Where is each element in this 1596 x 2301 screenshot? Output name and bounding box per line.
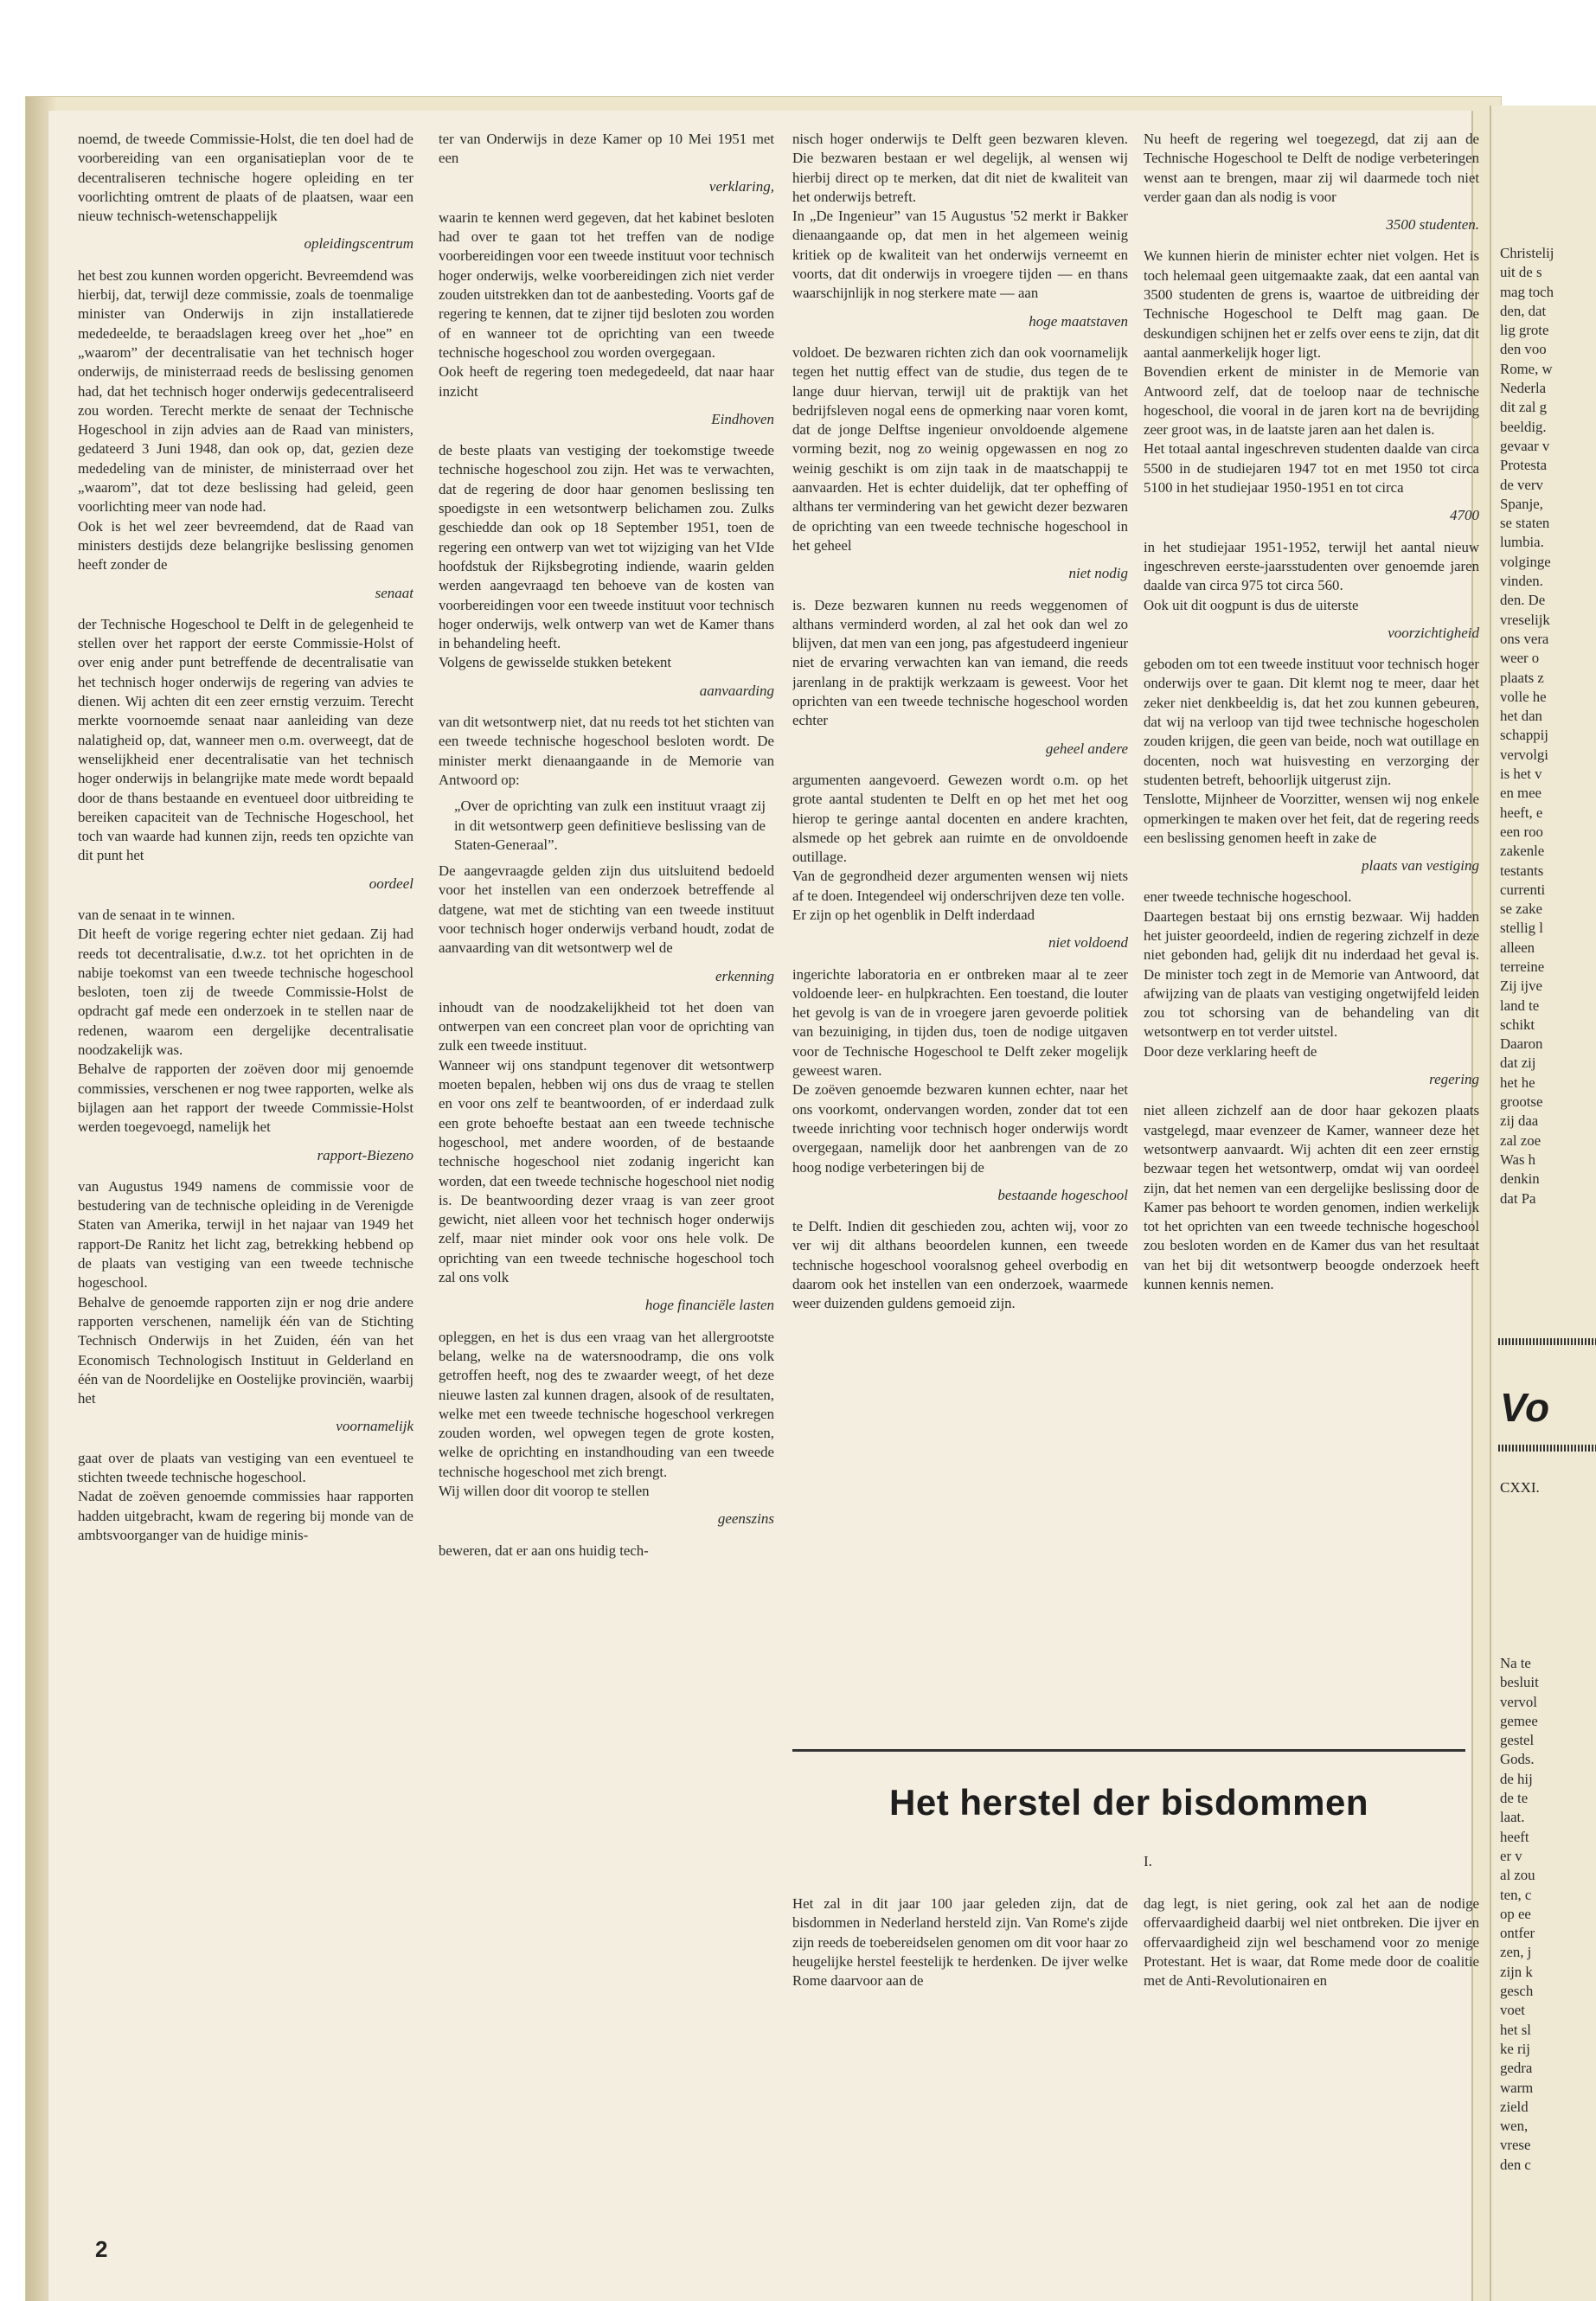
- next-page-line: alleen: [1500, 939, 1535, 956]
- next-page-line: se staten: [1500, 515, 1550, 532]
- paragraph: is. Deze bezwaren kunnen nu reeds weggenomen of althans verminderd worden, al zal het ook dan wel zo blijven, dat men van een jong, pas afgestudeerd ingenieur niet de ervaring verwachten kan van iemand, die reeds jarenlang in de praktijk werkzaam is geweest. Voor het oprichten van een tweede technische hogeschool worden echter: [792, 596, 1128, 729]
- column-subheading: geenszins: [717, 1510, 774, 1528]
- next-page-line: beeldig.: [1500, 418, 1547, 435]
- column-subheading: hoge financiële lasten: [644, 1297, 774, 1314]
- quote-paragraph: „Over de oprichting van zulk een instituut vraagt zij in dit wetsontwerp geen definitieve beslissing van de Staten-Generaal”.: [454, 798, 766, 853]
- paragraph: te Delft. Indien dit geschieden zou, achten wij, voor zo ver wij dit althans beoordelen kunnen, een tweede technische hogeschool vooralsnog geheel overbodig en daarom ook het instellen van een onderzoek, waarmede weer duizenden guldens gemoeid zijn.: [792, 1218, 1128, 1312]
- next-page-line: zield: [1500, 2098, 1529, 2115]
- next-page-line: currenti: [1500, 881, 1546, 898]
- next-page-line: er v: [1500, 1847, 1522, 1864]
- paragraph: opleggen, en het is dus een vraag van het allergrootste belang, welke na de watersnoodramp, die ons volk getroffen heeft, nog des te zwaarder weegt, of het deze nieuwe lasten zal kunnen dragen, alsook of de resultaten, welke met een tweede technische hogeschool verkregen zouden worden, wel opwegen tegen de grote kosten, welke de oprichting en instandhouding van een tweede technische hogeschool met zich brengt.: [439, 1328, 774, 1480]
- article-column-1: [792, 1894, 1128, 2258]
- next-page-line: Spanje,: [1500, 495, 1543, 512]
- next-page-line: zijn k: [1500, 1963, 1533, 1980]
- next-page-text-bottom: [1500, 1654, 1596, 2259]
- next-page-line: Christelij: [1500, 245, 1554, 261]
- text-column-1: [78, 130, 413, 2154]
- next-page-line: vinden.: [1500, 573, 1543, 590]
- paragraph: Het totaal aantal ingeschreven studenten daalde van circa 5500 in de studiejaren 1947 tot en met 1950 tot circa 5100 in het studiejaar 1950-1951 en tot circa: [1144, 440, 1479, 497]
- paragraph: van Augustus 1949 namens de commissie voor de bestudering van de technische opleiding in de Verenigde Staten van Amerika, terwijl in het najaar van 1949 het rapport-De Ranitz het licht zag, betrekking hebbend op de plaats van vestiging van een tweede technische hogeschool.: [78, 1177, 413, 1292]
- paragraph: Wij willen door dit voorop te stellen: [439, 1483, 650, 1499]
- column-subheading: 4700: [1450, 507, 1479, 524]
- column-subheading: oordeel: [369, 875, 413, 892]
- next-page-line: op ee: [1500, 1905, 1531, 1922]
- next-page-line: terreine: [1500, 958, 1545, 975]
- paragraph: Volgens de gewisselde stukken betekent: [439, 654, 672, 671]
- next-page-line: heeft, e: [1500, 804, 1543, 821]
- column-subheading: voorzichtigheid: [1388, 624, 1479, 641]
- next-page-line: besluit: [1500, 1674, 1539, 1691]
- paragraph: van de senaat in te winnen.: [78, 906, 235, 923]
- column-subheading: plaats van vestiging: [1362, 857, 1479, 875]
- paragraph: Ook uit dit oogpunt is dus de uiterste: [1144, 596, 1359, 613]
- next-page-line: gestel: [1500, 1732, 1535, 1749]
- next-page-line: dat Pa: [1500, 1189, 1536, 1207]
- next-page-line: is het v: [1500, 766, 1542, 783]
- paragraph: der Technische Hogeschool te Delft in de gelegenheid te stellen over het rapport der eerste Commissie-Holst of over enig ander punt betreffende de decentralisatie van het technisch hoger onderwijs de regering van advies te dienen. Wij achten dit een zeer ernstig verzuim. Terecht merkte voornoemde senaat naar aanleiding van deze nalatigheid op, dat, wanneer men o.m. overweegt, dat de wenselijkheid ener decentralisatie van het technisch hoger onderwijs in belangrijke mate mede wordt bepaald door de thans bestaande en eventueel door uitbreiding te bereiken capaciteit van de Technische Hogeschool, het toch van waarde had kunnen zijn, reeds ten opzichte van dit punt het: [78, 615, 413, 864]
- column-subheading: geheel andere: [1045, 740, 1128, 757]
- paragraph: ter van Onderwijs in deze Kamer op 10 Mei 1951 met een: [439, 131, 774, 167]
- paragraph: Ook heeft de regering toen medegedeeld, dat naar haar inzicht: [439, 363, 774, 400]
- next-page-line: al zou: [1500, 1867, 1535, 1884]
- column-subheading: rapport-Biezeno: [317, 1146, 413, 1163]
- next-page-line: testants: [1500, 862, 1544, 879]
- next-page-line: het sl: [1500, 2021, 1531, 2038]
- next-page-line: zij daa: [1500, 1112, 1539, 1130]
- next-page-line: ontfer: [1500, 1925, 1535, 1942]
- paragraph: Van de gegrondheid dezer argumenten wensen wij niets af te doen. Integendeel wij onderschrijven deze ten volle.: [792, 868, 1128, 904]
- paragraph: ener tweede technische hogeschool.: [1144, 888, 1352, 906]
- column-subheading: bestaande hogeschool: [997, 1186, 1128, 1203]
- paragraph: in het studiejaar 1951-1952, terwijl het aantal nieuw ingeschreven eerste-jaarsstudenten over genoemde jaren daalde van circa 975 tot circa 560.: [1144, 538, 1479, 594]
- next-page-line: voet: [1500, 2002, 1525, 2019]
- article-column-2: [1144, 1894, 1479, 2258]
- paragraph: de beste plaats van vestiging der toekomstige tweede technische hogeschool zou zijn. Het was te verwachten, dat de regering de door haar genomen beslissing ten spoedigste in een wetsontwerp belichamen zou. Zulks geschiedde dan ook op 18 September 1951, toen de regering een ontwerp van wet tot wijziging van het VIde hoofdstuk der Rijksbegroting indiende, waarin gelden werden aangevraagd ten behoeve van de kosten van voorbereidingen voor een tweede instituut voor technisch hoger onderwijs, welk ontwerp van wet de Kamer thans in behandeling heeft.: [439, 442, 774, 652]
- next-page-line: ten, c: [1500, 1886, 1532, 1903]
- paragraph: We kunnen hierin de minister echter niet volgen. Het is toch helemaal geen uitgemaakte zaak, dat een aantal van 3500 studenten de grens is, waartoe de uitbreiding der Technische Hogeschool te Delft mag gaan. De deskundigen schijnen het er zelfs over eens te zijn, dat dit aantal aanmerkelijk hoger ligt.: [1144, 247, 1479, 361]
- next-page-line: mag toch: [1500, 283, 1554, 300]
- paragraph: Door deze verklaring heeft de: [1144, 1042, 1317, 1060]
- article-headline: Het herstel der bisdommen: [889, 1782, 1368, 1823]
- next-page-line: gesch: [1500, 1983, 1534, 2000]
- next-page-line: denkin: [1500, 1170, 1540, 1188]
- next-page-line: schappij: [1500, 727, 1548, 744]
- column-subheading: niet nodig: [1068, 565, 1128, 582]
- next-page-line: den voo: [1500, 341, 1547, 358]
- article-paragraph: dag legt, is niet gering, ook zal het aan de nodige offervaardigheid daarbij wel niet ontbreken. Die ijver en offervaardigheid zijn wel beschamend voor zo menige Protestant. Het is waar, dat Rome mede door de coalitie met de Anti-Revolutionairen en: [1144, 1895, 1479, 1990]
- column-subheading: verklaring,: [708, 177, 774, 195]
- column-subheading: aanvaarding: [699, 682, 774, 699]
- paragraph: niet alleen zichzelf aan de door haar gekozen plaats vastgelegd, maar evenzeer de Kamer, wanneer deze het wetsontwerp aanvaardt. Wij achten dit een zeer ernstig bezwaar tegen het wetsontwerp, omdat wij van oordeel zijn, dat het nemen van een dergelijke beslissing door de Kamer pas behoort te worden genomen, indien werkelijk tot het oprichten van een tweede technische hogeschool zou besloten worden en de Kamer dus van het resultaat van het bij dit wetsontwerp beoogde onderzoek heeft kunnen kennis nemen.: [1144, 1102, 1479, 1293]
- paragraph: Ook is het wel zeer bevreemdend, dat de Raad van ministers destijds deze belangrijke beslissing genomen heeft zonder de: [78, 517, 413, 574]
- next-page-line: vervol: [1500, 1693, 1537, 1710]
- next-page-line: plaats z: [1500, 669, 1544, 686]
- paragraph: waarin te kennen werd gegeven, dat het kabinet besloten had over te gaan tot het treffen van de nodige voorbereidingen voor een tweede instituut voor technisch hoger onderwijs, welke voorbereidingen zich niet verder zouden uitstrekken dan tot de aanbesteding. Voorts gaf de regering te kennen, dat te zijner tijd besloten zou worden of en wanneer tot de oprichting van een tweede technische hogeschool zou worden overgegaan.: [439, 208, 774, 361]
- next-page-line: warm: [1500, 2079, 1534, 2096]
- article-part-number: I.: [1144, 1853, 1152, 1869]
- page-number: 2: [95, 2236, 108, 2262]
- paragraph: gaat over de plaats van vestiging van een eventueel te stichten tweede technische hogeschool.: [78, 1449, 413, 1485]
- next-page-line: wen,: [1500, 2118, 1529, 2135]
- column-subheading: niet voldoend: [1048, 934, 1128, 952]
- column-subheading: erkenning: [715, 967, 774, 984]
- paragraph: het best zou kunnen worden opgericht. Bevreemdend was hierbij, dat, terwijl deze commissie, zoals de toenmalige minister van Onderwijs in zijn installatierede mededeelde, te beraadslagen kreeg over het „hoe” en „waarom” der decentralisatie van het technisch hoger onderwijs, de ministerraad reeds de beslissing genomen had, dat het technisch hoger onderwijs gedecentraliseerd zou worden. Terecht merkte de senaat der Technische Hogeschool in zijn advies aan de Raad van ministers, gedateerd 3 Juni 1948, dan ook op, dat, gezien deze mededeling van de minister, de ministerraad over het „waarom”, dat tot deze beslissing had geleid, geen voorlichting meer van node had.: [78, 266, 413, 516]
- paragraph: van dit wetsontwerp niet, dat nu reeds tot het stichten van een tweede technische hogeschool besloten wordt. De minister merkt dienaangaande in de Memorie van Antwoord op:: [439, 714, 774, 788]
- column-subheading: regering: [1429, 1071, 1479, 1088]
- next-page-label: CXXI.: [1500, 1479, 1540, 1496]
- next-page-line: vrese: [1500, 2137, 1531, 2154]
- next-page-line: de verv: [1500, 476, 1543, 493]
- next-page-line: den. De: [1500, 592, 1546, 609]
- next-page-line: Nederla: [1500, 380, 1547, 397]
- next-page-line: lumbia.: [1500, 534, 1544, 551]
- next-page-line: Rome, w: [1500, 360, 1553, 377]
- paragraph: noemd, de tweede Commissie-Holst, die ten doel had de voorbereiding van een organisatieplan voor de te decentraliseren technische hogere opleiding en ter voorlichting omtrent de plaats of de plaatsen, waar een nieuw technisch-wetenschappelijk: [78, 131, 413, 225]
- paragraph: De zoëven genoemde bezwaren kunnen echter, naar het ons voorkomt, ondervangen worden, zonder dat tot een tweede inrichting voor technisch hoger onderwijs wordt overgegaan, namelijk door het aanbrengen van de zo hoog nodige verbeteringen bij de: [792, 1081, 1128, 1176]
- next-page-line: Na te: [1500, 1655, 1531, 1671]
- next-page-line: gemee: [1500, 1712, 1538, 1729]
- next-page-line: dit zal g: [1500, 399, 1548, 416]
- next-page-line: land te: [1500, 997, 1540, 1014]
- paragraph: Behalve de rapporten der zoëven door mij genoemde commissies, verschenen er nog twee rapporten, welke als bijlagen aan het rapport der tweede Commissie-Holst werden toegevoegd, namelijk het: [78, 1061, 413, 1136]
- next-page-line: weer o: [1500, 650, 1540, 667]
- paragraph: In „De Ingenieur” van 15 Augustus '52 merkt ir Bakker dienaangaande op, dat men in het algemeen weinig kritiek op de kwaliteit van het onderwijs verneemt en voorts, dat dit onderwijs in vroegere tijden — en thans waarschijnlijk in nog sterkere mate — aan: [792, 208, 1128, 302]
- next-page-line: zen, j: [1500, 1944, 1532, 1961]
- next-page-line: se zake: [1500, 901, 1542, 918]
- next-page-line: Protesta: [1500, 457, 1548, 474]
- next-page-line: den, dat: [1500, 302, 1547, 319]
- next-page-line: de hij: [1500, 1770, 1533, 1787]
- text-column-4: [1144, 130, 1479, 1721]
- column-subheading: opleidingscentrum: [304, 235, 413, 253]
- paragraph: Behalve de genoemde rapporten zijn er nog drie andere rapporten verschenen, namelijk één van de Stichting Technisch Onderwijs in het Zuiden, één van het Economisch Technologisch Instituut in Gelderland en één van de Noordelijke en Oostelijke provinciën, waarbij het: [78, 1293, 413, 1407]
- paragraph: argumenten aangevoerd. Gewezen wordt o.m. op het grote aantal studenten te Delft en op het met het oog hierop te geringe aantal docenten en andere krachten, alsmede op het gebrek aan ruimte en de onvoldoende outillage.: [792, 771, 1128, 866]
- next-page-title: Vo: [1500, 1385, 1550, 1430]
- paragraph: ingerichte laboratoria en er ontbreken maar al te zeer voldoende leer- en hulpkrachten. Een toestand, die louter het gevolg is van de in vroegere jaren gevoerde politiek van bezuiniging, in tijden dus, toen de nodige uitgaven voor de Technische Hogeschool te Delft zeker mogelijk geweest waren.: [792, 965, 1128, 1080]
- next-page-line: zal zoe: [1500, 1131, 1542, 1149]
- paragraph: beweren, dat er aan ons huidig tech-: [439, 1541, 649, 1559]
- next-page-line: Zij ijve: [1500, 977, 1542, 995]
- paragraph: Nadat de zoëven genoemde commissies haar rapporten hadden uitgebracht, kwam de regering bij monde van de ambtsvoorganger van de huidige minis-: [78, 1488, 413, 1543]
- next-page-rule: [1498, 1338, 1596, 1345]
- next-page-line: volginge: [1500, 553, 1551, 570]
- paragraph: Bovendien erkent de minister in de Memorie van Antwoord zelf, dat de toeloop naar de technische hogeschool, die vooral in de jaren kort na de bevrijding zeer groot was, in de laatste jaren aan het dalen is.: [1144, 363, 1479, 439]
- paragraph: geboden om tot een tweede instituut voor technisch hoger onderwijs over te gaan. Dit klemt nog te meer, daar het zeker niet denkbeeldig is, dat het zou kunnen gebeuren, dat wij na verloop van tijd twee technische hogescholen zouden krijgen, die geen van beide, noch wat outillage en docenten, noch wat huisvesting en verzorging der studenten betreft, behoorlijk uitgerust zijn.: [1144, 656, 1479, 788]
- article-paragraph: Het zal in dit jaar 100 jaar geleden zijn, dat de bisdommen in Nederland hersteld zijn. Van Rome's zijde zijn reeds de toebereidselen genomen om dit voor haar zo heugelijke herstel feestelijk te herdenken. De ijver welke Rome daarvoor aan de: [792, 1895, 1128, 1990]
- paragraph: Er zijn op het ogenblik in Delft inderdaad: [792, 906, 1035, 923]
- text-column-2: [439, 130, 774, 2154]
- next-page-line: gevaar v: [1500, 437, 1550, 454]
- column-subheading: hoge maatstaven: [1029, 312, 1128, 330]
- column-subheading: 3500 studenten.: [1386, 216, 1479, 234]
- next-page-line: grootse: [1500, 1093, 1543, 1111]
- paragraph: De aangevraagde gelden zijn dus uitsluitend bedoeld voor het instellen van een onderzoek betreffende al datgene, wat met de stichting van een tweede instituut voor technisch hoger onderwijs verband houdt, zodat de aanvaarding van dit wetsontwerp wel de: [439, 862, 774, 957]
- column-subheading: senaat: [375, 584, 413, 601]
- next-page-line: zakenle: [1500, 843, 1545, 860]
- next-page-rule: [1498, 1445, 1596, 1452]
- next-page-line: volle he: [1500, 688, 1547, 705]
- text-column-3: [792, 130, 1128, 1721]
- next-page-line: Was h: [1500, 1150, 1536, 1168]
- next-page-line: laat.: [1500, 1809, 1525, 1826]
- next-page-line: stellig l: [1500, 920, 1543, 937]
- next-page-line: lig grote: [1500, 322, 1549, 339]
- next-page-line: ons vera: [1500, 630, 1549, 647]
- next-page-line: gedra: [1500, 2060, 1533, 2077]
- paragraph: Tenslotte, Mijnheer de Voorzitter, wensen wij nog enkele opmerkingen te maken over het feit, dat de regering reeds een beslissing genomen heeft in zake de: [1144, 791, 1479, 846]
- next-page-line: dat zij: [1500, 1054, 1536, 1072]
- next-page-line: de te: [1500, 1790, 1529, 1807]
- column-subheading: Eindhoven: [711, 410, 774, 427]
- next-page-line: het he: [1500, 1074, 1535, 1091]
- paragraph: nisch hoger onderwijs te Delft geen bezwaren kleven. Die bezwaren bestaan er wel degelijk, al wensen wij hierbij direct op te merken, dat dit niet de kwaliteit van het onderwijs betreft.: [792, 131, 1128, 205]
- next-page-line: schikt: [1500, 1016, 1535, 1033]
- next-page-line: ke rij: [1500, 2040, 1530, 2057]
- next-page-line: het dan: [1500, 708, 1542, 725]
- next-page-line: den c: [1500, 2156, 1531, 2173]
- paragraph: voldoet. De bezwaren richten zich dan ook voornamelijk tegen het nuttig effect van de studie, dus tegen de te lange duur hiervan, terwijl uit de praktijk van het bedrijfsleven nogal eens de opmerking naar voren komt, dat de jonge Delftse ingenieur onvoldoende algemene vorming bezit, nog zo weinig opgewassen en nog zo weinig geschikt is om zijn taak in de maatschappij te aanvaarden. Het is echter duidelijk, dat ter opheffing of althans ter vermindering van het gewicht dezer bezwaren de oprichting van een tweede technische hogeschool in het geheel: [792, 343, 1128, 554]
- next-page-line: vervolgi: [1500, 746, 1548, 763]
- next-page-line: Gods.: [1500, 1751, 1535, 1768]
- next-page-line: heeft: [1500, 1828, 1529, 1845]
- next-page-line: Daaron: [1500, 1035, 1543, 1053]
- next-page-line: een roo: [1500, 823, 1543, 840]
- paragraph: Nu heeft de regering wel toegezegd, dat zij aan de Technische Hogeschool te Delft de nodige verbeteringen wenst aan te brengen, maar zij wil daarmede toch niet verder gaan dan als nodig is voor: [1144, 131, 1479, 205]
- next-page-edge: [1490, 106, 1596, 2301]
- paragraph: Wanneer wij ons standpunt tegenover dit wetsontwerp moeten bepalen, hebben wij ons dus de vraag te stellen en voor ons zelf te beantwoorden, of er inderdaad zulk een grote behoefte bestaat aan een tweede technische hogeschool, met andere woorden, of de bestaande technische hogeschool niet zodanig ingericht kan worden, dat een tweede technische hogeschool niet nodig is. De beantwoording dezer vraag is van zeer groot gewicht, niet alleen voor het technisch hoger onderwijs zelf, maar niet minder ook voor ons hele volk. De oprichting van een tweede technische hogeschool toch zal ons volk: [439, 1056, 774, 1286]
- paragraph: Daartegen bestaat bij ons ernstig bezwaar. Wij hadden het juister geoordeeld, indien de regering zichzelf in deze niet gebonden had, gelijk dit nu inderdaad het geval is. De minister toch zegt in de Memorie van Antwoord, dat afwijzing van de plaats van vestiging ongetwijfeld leiden zou tot schorsing van de behandeling van dit wetsontwerp en tot verder uitstel.: [1144, 907, 1479, 1041]
- next-page-line: uit de s: [1500, 264, 1542, 281]
- next-page-line: en mee: [1500, 785, 1542, 802]
- next-page-text-top: [1500, 244, 1596, 1282]
- paragraph: inhoudt van de noodzakelijkheid tot het doen van ontwerpen van een concreet plan voor de oprichting van zulk een tweede instituut.: [439, 998, 774, 1054]
- column-subheading: voornamelijk: [336, 1418, 413, 1435]
- next-page-line: vreselijk: [1500, 611, 1550, 628]
- article-separator-rule: [792, 1749, 1465, 1752]
- paragraph: Dit heeft de vorige regering echter niet gedaan. Zij had reeds tot decentralisatie, d.w.z. tot het oprichten in de nabije toekomst van een tweede technische hogeschool besloten, toen zij de tweede Commissie-Holst de opdracht gaf mede een onderzoek in te stellen naar de redenen, waarom een dergelijke decentralisatie noodzakelijk was.: [78, 926, 413, 1059]
